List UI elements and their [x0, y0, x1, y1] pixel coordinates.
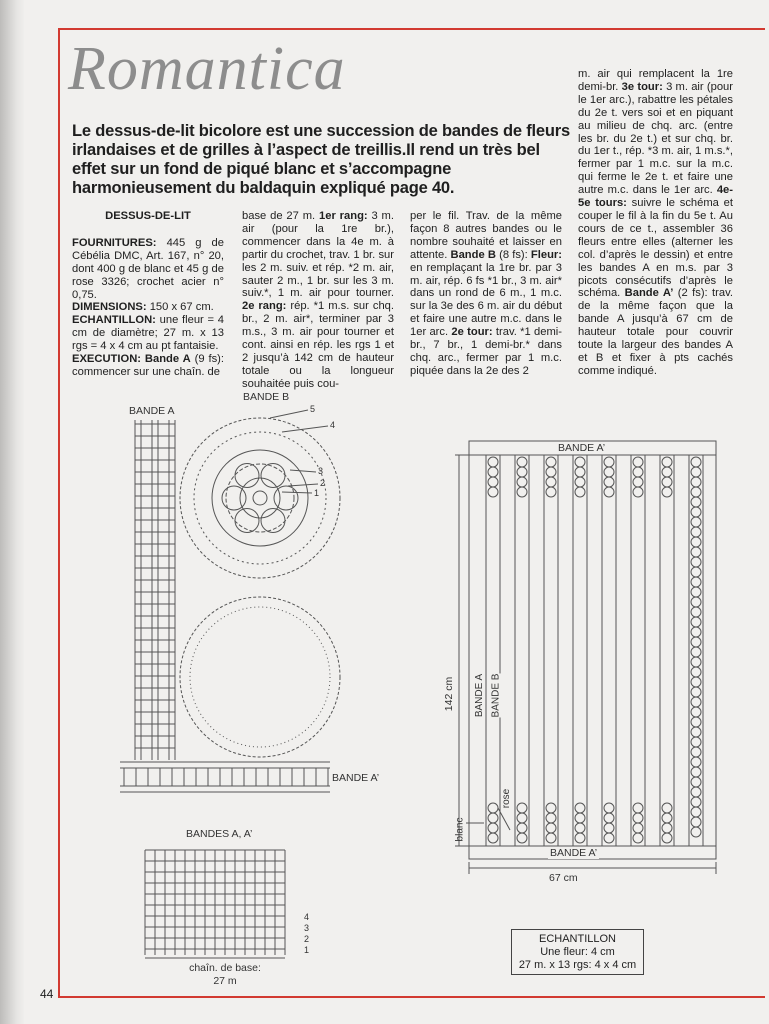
page-number: 44	[40, 987, 54, 1001]
grid-sample	[145, 850, 285, 955]
page-title: Romantica	[68, 35, 346, 103]
bande-a-prime-strip	[120, 762, 330, 792]
bande-a-strip	[135, 420, 175, 760]
label-height: 142 cm	[443, 676, 456, 712]
column-2-text: base de 27 m. 1er rang: 3 m. air (pour la 1re br.), commencer dans la 4e m. à partir du crochet, trav. 1 br. sur les 2 m. suiv. et rép. *2 m. air, sauter 2 m., 1 br. sur les 3 m. suiv.*, 1 m. air pour tourner. 2e rang: rép. *1 m.s. sur chq. br., 2 m. air*, terminer par 3 m.s., 3 m. air pour tourner et cont. ainsi en rép. les rgs 1 et 2 jusqu’à 142 cm de hauteur totale ou la longueur souhaitée puis cou-	[242, 210, 394, 390]
fournitures-text: FOURNITURES: 445 g de Cébélia DMC, Art. 167, n° 20, dont 400 g de blanc et 45 g de rose 3326; crochet acier n° 0,75.	[72, 236, 224, 301]
label-rose: rose	[501, 788, 513, 809]
bande-a-prime-rungs	[124, 768, 328, 786]
label-bande-a: BANDE A	[129, 405, 175, 417]
sample-line-2: 27 m. x 13 rgs: 4 x 4 cm	[518, 959, 637, 971]
sample-box	[511, 929, 644, 975]
round-label-1: 1	[314, 488, 320, 498]
column-4-text: m. air qui remplacent la 1re demi-br. 3e tour: 3 m. air (pour le 1er arc.), rabattre les pétales du 2e t. vers soi et en piquant au milieu de chq. arc. (entre les br. du 2e t.) et sur chq. br. du 1er t., rép. *3 m. air, 1 m.s.*, fermer par 1 m.c. sur la m.c. qui ferme le 2e t. et faire une autre m.c. dans le 1er arc. 4e-5e tours: suivre le schéma et couper le fil à la fin du 5e t. Au cours de ce t., assembler 36 fleurs entre elles (alterner les col. d’après le dessin) et entre les bandes A en m.s. par 3 picots consécutifs d’après le schéma. Bande A’ (2 fs): trav. de la même façon que la bande A jusqu’à 67 cm de hauteur totale pour couvrir toute la largeur des bandes A et B et fixer à pts cachés comme indiqué.	[578, 68, 733, 377]
flower-motif-1	[180, 418, 340, 578]
row-label-3: 3	[304, 923, 310, 933]
round-label-4: 4	[330, 420, 336, 430]
flower-motif-2	[180, 597, 340, 757]
label-chain-base: chaîn. de base:	[189, 962, 261, 974]
round-label-5: 5	[310, 404, 316, 414]
round-label-3: 3	[318, 466, 324, 476]
row-label-4: 4	[304, 912, 310, 922]
sample-title: ECHANTILLON	[538, 933, 617, 945]
section-heading: DESSUS-DE-LIT	[105, 210, 191, 222]
round-label-2: 2	[320, 478, 326, 488]
lead-paragraph: Le dessus-de-lit bicolore est une succession de bandes de fleurs irlandaises et de grilles à l’aspect de treillis.Il rend un très bel effet sur un fond de piqué blanc et s’accompagne harmonieusement du baldaquin expliqué page 40.	[72, 122, 570, 197]
assembly-schematic	[455, 441, 716, 874]
execution-text: EXECUTION: Bande A (9 fs): commencer sur une chaîn. de	[72, 353, 224, 378]
label-top-bande: BANDE A’	[558, 442, 606, 454]
label-blanc: blanc	[454, 817, 466, 842]
row-label-1: 1	[304, 945, 310, 955]
echantillon-text: ECHANTILLON: une fleur = 4 cm de diamètre; 27 m. x 13 rgs = 4 x 4 cm au pt fantaisie.	[72, 314, 224, 353]
label-width: 67 cm	[549, 872, 578, 884]
label-grid-title: BANDES A, A’	[186, 828, 253, 840]
label-bande-a-prime: BANDE A’	[332, 772, 380, 784]
label-chain-count: 27 m	[213, 975, 237, 987]
label-bande-b: BANDE B	[243, 391, 290, 403]
row-label-2: 2	[304, 934, 310, 944]
label-band-b-vertical: BANDE B	[490, 673, 502, 718]
column-3-text: per le fil. Trav. de la même façon 8 autres bandes ou le nombre souhaité et laisser en attente. Bande B (8 fs): Fleur: en remplaçant la 1re br. par 3 m. air, rép. 6 fs *1 br., 3 m. air* dans un rond de 6 m., 1 m.c. sur la 3e des 6 m. air du début et faire une autre m.c. dans le 1er arc. 2e tour: trav. *1 demi-br., 7 br., 1 demi-br.* dans chq. arc., fermer par 1 m.c. piquée dans la 2e des 2	[410, 210, 562, 377]
label-bottom-bande: BANDE A’	[550, 847, 598, 859]
label-band-a-vertical: BANDE A	[474, 673, 486, 718]
sample-line-1: Une fleur: 4 cm	[540, 946, 615, 958]
dimensions-text: DIMENSIONS: 150 x 67 cm.	[72, 301, 214, 314]
